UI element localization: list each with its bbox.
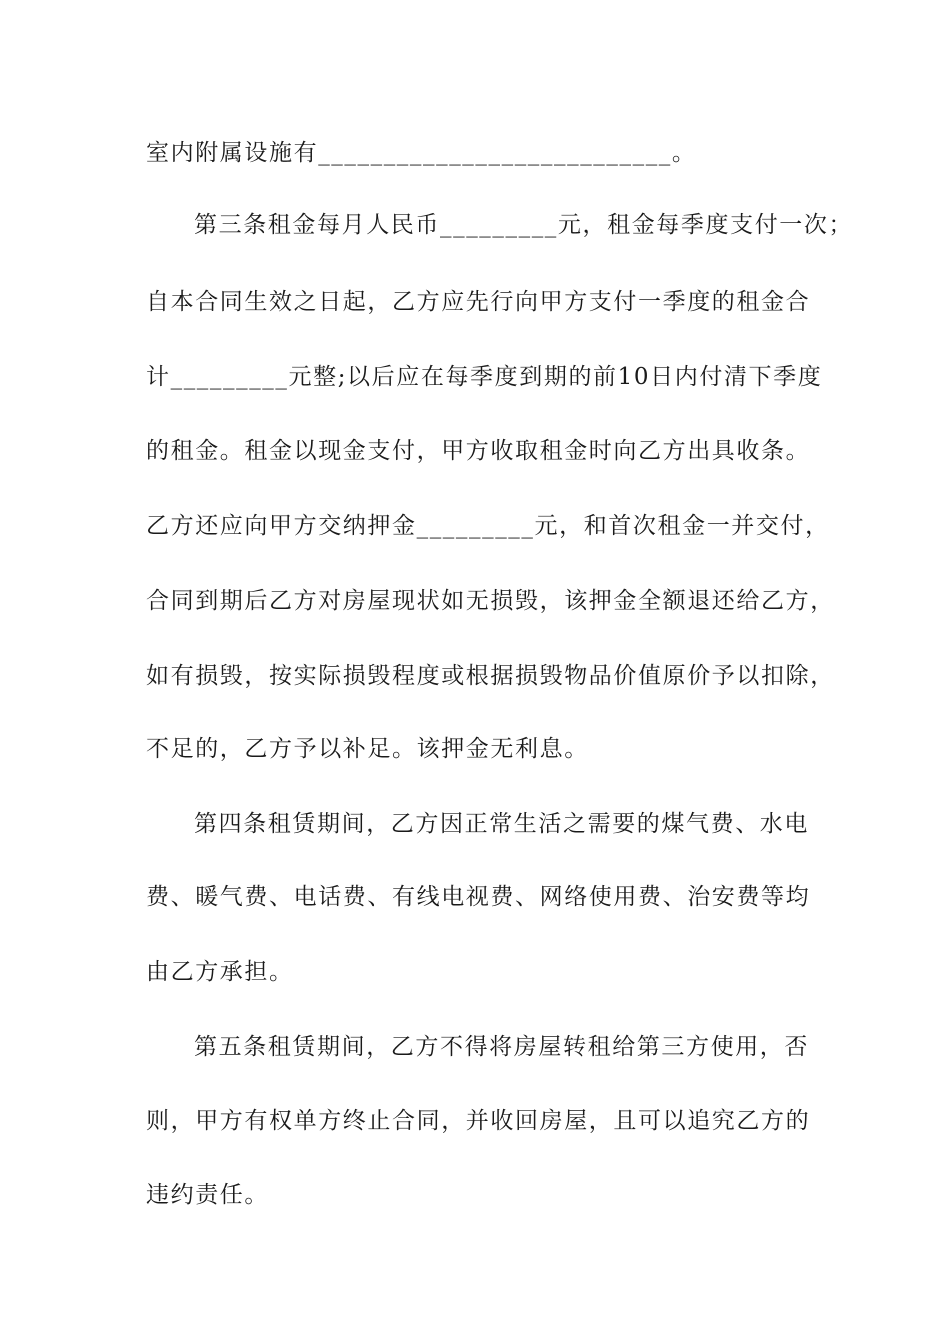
- text-line-facilities: 室内附属设施有___________________________。: [146, 140, 697, 166]
- text-line: 自本合同生效之日起，乙方应先行向甲方支付一季度的租金合: [146, 289, 811, 315]
- text-line-article-5-start: 第五条租赁期间，乙方不得将房屋转租给第三方使用，否: [194, 1034, 809, 1060]
- text-line: 乙方还应向甲方交纳押金_________元，和首次租金一并交付，: [146, 513, 830, 539]
- text-line: 的租金。租金以现金支付，甲方收取租金时向乙方出具收条。: [146, 438, 811, 464]
- text-line: 如有损毁，按实际损毁程度或根据损毁物品价值原价予以扣除，: [146, 663, 835, 689]
- text-line: 不足的，乙方予以补足。该押金无利息。: [146, 736, 589, 762]
- text-line: 则，甲方有权单方终止合同，并收回房屋，且可以追究乙方的: [146, 1108, 811, 1134]
- text-line-article-4-start: 第四条租赁期间，乙方因正常生活之需要的煤气费、水电: [194, 811, 809, 837]
- text-line: 合同到期后乙方对房屋现状如无损毁，该押金全额退还给乙方，: [146, 588, 835, 614]
- text-line: 由乙方承担。: [146, 959, 294, 985]
- text-line-article-3-start: 第三条租金每月人民币_________元，租金每季度支付一次；: [194, 212, 854, 238]
- text-line: 计_________元整;以后应在每季度到期的前10日内付清下季度: [146, 364, 823, 390]
- text-line: 违约责任。: [146, 1182, 269, 1208]
- text-line: 费、暖气费、电话费、有线电视费、网络使用费、治安费等均: [146, 884, 811, 910]
